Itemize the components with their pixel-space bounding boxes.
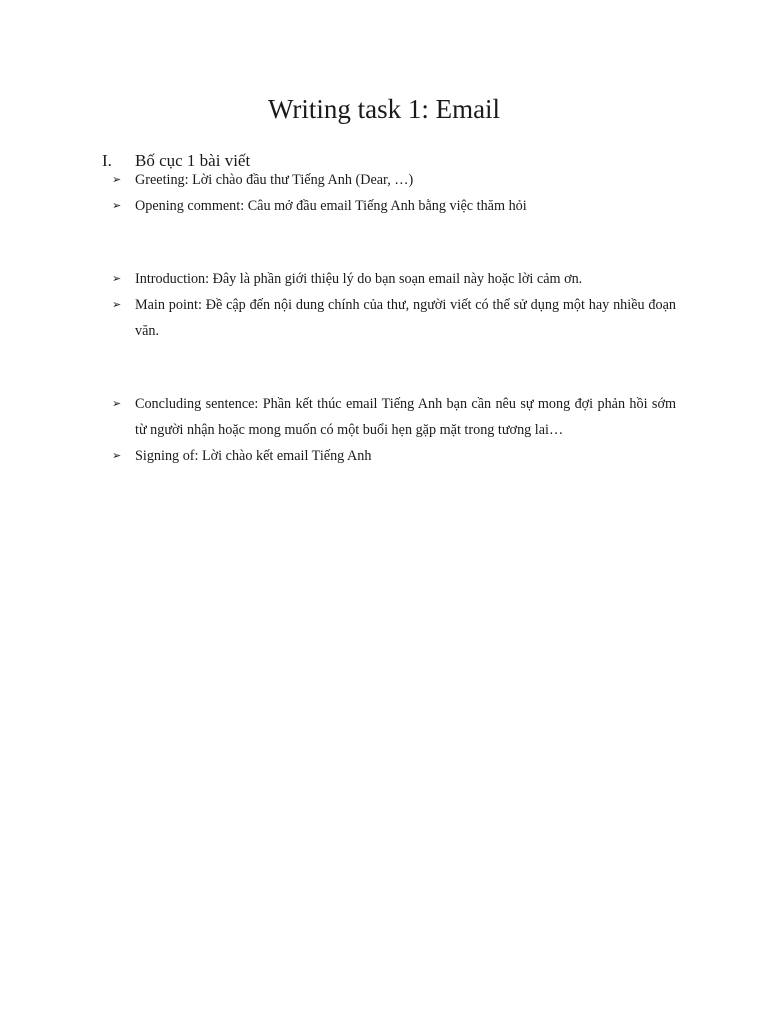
list-item-text: Main point: Đề cập đến nội dung chính của thư, người viết có thể sử dụng một hay nhiều đoạn văn. bbox=[135, 297, 676, 339]
arrow-bullet-icon: ➢ bbox=[112, 298, 122, 311]
list-item-text: Concluding sentence: Phần kết thúc email Tiếng Anh bạn cần nêu sự mong đợi phản hồi sớm từ người nhận hoặc mong muốn có một buổi hẹn gặp mặt trong tương lai… bbox=[135, 396, 676, 438]
list-item bbox=[0, 391, 768, 443]
arrow-bullet-icon: ➢ bbox=[112, 272, 122, 285]
list-item bbox=[0, 443, 768, 469]
bullet-list-opening bbox=[0, 167, 768, 219]
bullet-list-closing bbox=[0, 391, 768, 469]
list-item-text: Signing of: Lời chào kết email Tiếng Anh bbox=[135, 448, 372, 464]
bullet-list-body bbox=[0, 266, 768, 344]
list-item bbox=[0, 266, 768, 292]
page-title: Writing task 1: Email bbox=[267, 94, 501, 124]
list-item bbox=[0, 292, 768, 344]
list-item-text: Greeting: Lời chào đầu thư Tiếng Anh (Dear, …) bbox=[135, 172, 414, 188]
list-item-text: Introduction: Đây là phần giới thiệu lý do bạn soạn email này hoặc lời cảm ơn. bbox=[135, 271, 583, 287]
section-title: Bố cục 1 bài viết bbox=[135, 151, 251, 170]
arrow-bullet-icon: ➢ bbox=[112, 449, 122, 462]
list-item-text: Opening comment: Câu mở đầu email Tiếng Anh bằng việc thăm hỏi bbox=[135, 198, 527, 214]
list-item bbox=[0, 167, 768, 193]
section-number: I. bbox=[102, 151, 112, 170]
arrow-bullet-icon: ➢ bbox=[112, 173, 122, 186]
list-item bbox=[0, 193, 768, 219]
arrow-bullet-icon: ➢ bbox=[112, 397, 122, 410]
arrow-bullet-icon: ➢ bbox=[112, 199, 122, 212]
